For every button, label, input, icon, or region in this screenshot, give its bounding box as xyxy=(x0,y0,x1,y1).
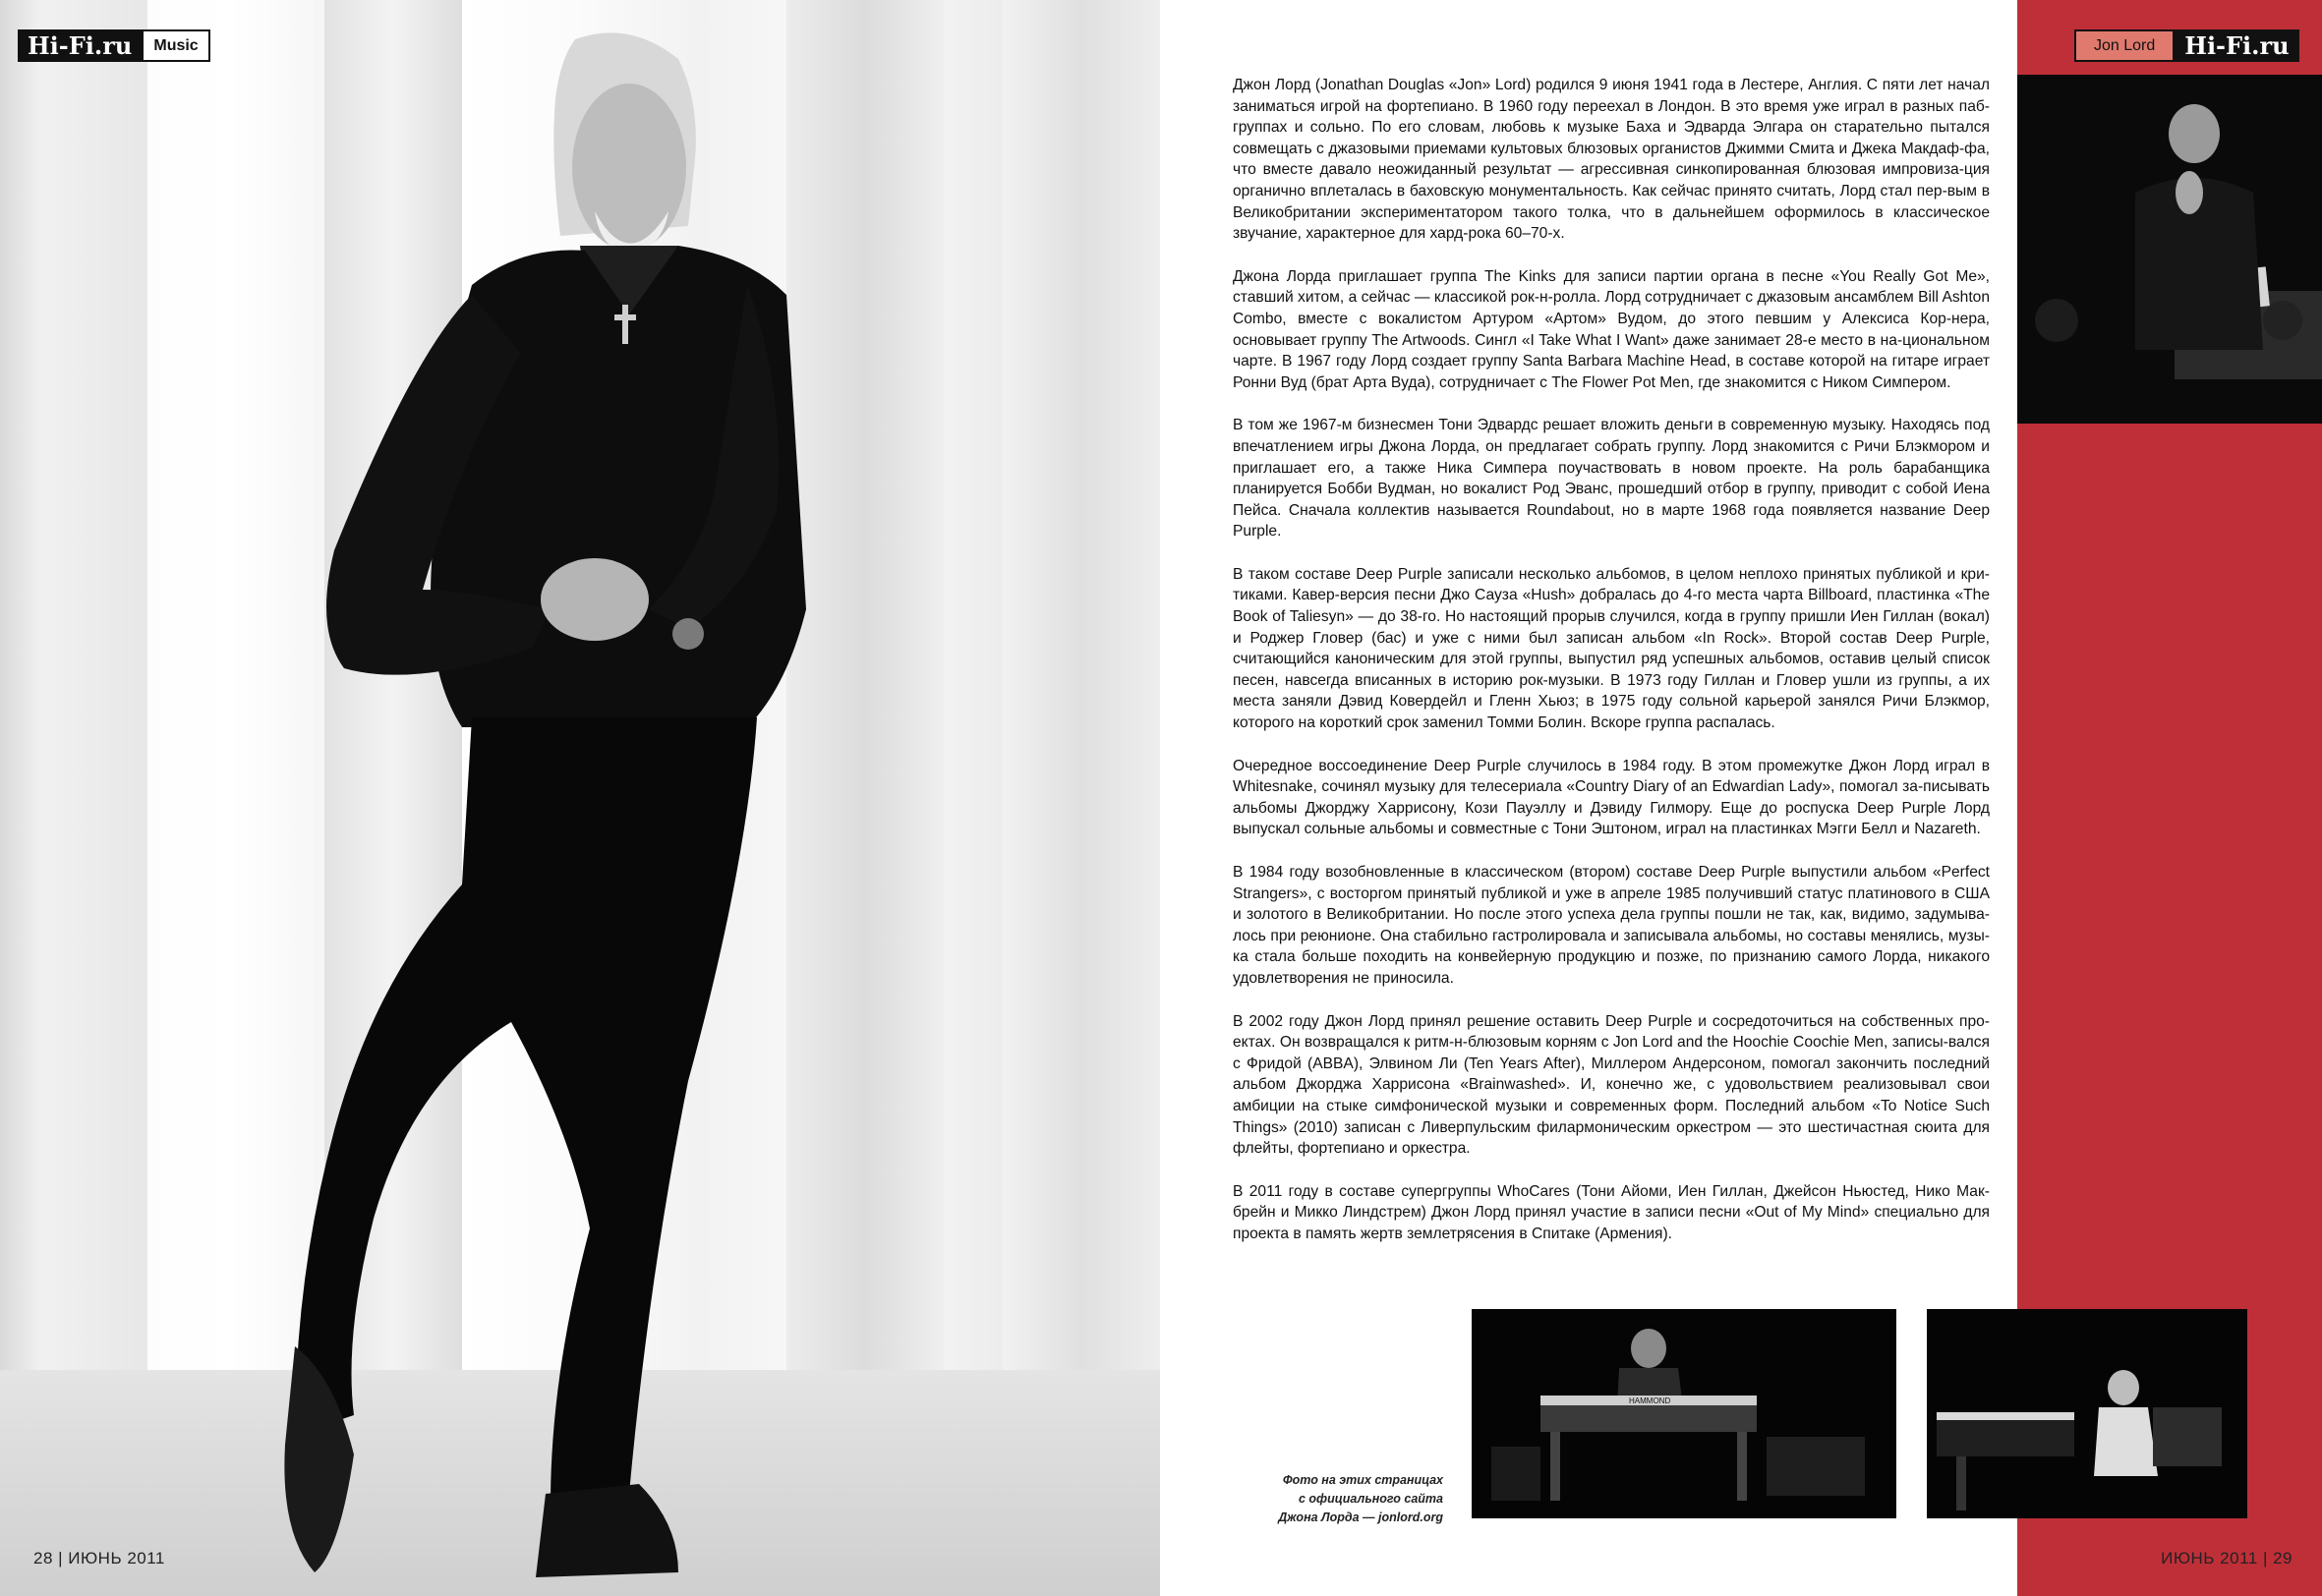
portrait-figure xyxy=(0,0,1160,1596)
masthead-left xyxy=(18,29,210,62)
face xyxy=(572,84,686,251)
trousers xyxy=(295,717,757,1504)
watch xyxy=(672,618,704,650)
article-paragraph: В таком составе Deep Purple записали несколько альбомов, в целом неплохо принятых публикой и кри-тиками. Кавер-версия песни Джо Сауза «Hush» добралась до 4-го места чарта Billboard, пластинка «The Book of Taliesyn» — до 38-го. Но настоящий прорыв случился, когда в группу пришли Иен Гиллан (вокал) и Роджер Гловер (бас) и уже с ними был записан альбом «In Rock». Второй состав Deep Purple, считающийся каноническим для этой группы, выпустил ряд успешных альбомов, оставив целый список песен, навсегда вписанных в историю рок-музыки. В 1973 году Гиллан и Гловер ушли из группы, а их места заняли Дэвид Ковердейл и Гленн Хьюз; в 1975 году сольной карьерой занялся Ричи Блэкмор, которого на короткий срок заменил Томми Болин. Вскоре группа распалась. xyxy=(1233,565,1990,732)
site-logo[interactable]: Hi-Fi.ru xyxy=(18,29,142,62)
caption-line: Джона Лорда — jonlord.org xyxy=(1278,1510,1443,1524)
organ-brand-label: HAMMOND xyxy=(1629,1396,1671,1405)
page-folio-right: ИЮНЬ 2011 | 29 xyxy=(2161,1549,2293,1568)
cross-pendant xyxy=(622,305,628,344)
article-paragraph: В 2011 году в составе супергруппы WhoCares (Тони Айоми, Иен Гиллан, Джейсон Ньюстед, Нико Мак-брейн и Микко Линдстрем) Джон Лорд принял участие в записи песни «Out of My Mind» специально для проекта в память жертв землетрясения в Спитаке (Армения). xyxy=(1233,1182,1990,1242)
site-logo[interactable]: Hi-Fi.ru xyxy=(2175,29,2298,62)
section-tag: Music xyxy=(142,29,209,62)
article-paragraph: В 1984 году возобновленные в классическом (втором) составе Deep Purple выпустили альбом «Perfect Strangers», с восторгом принятый публикой и уже в апреле 1985 получивший статус платинового в США и золотого в Великобритании. Но после этого успеха дела группы пошли не так, как, видимо, задумыва-лось при реюнионе. Она стабильно гастролировала и записывала альбомы, но составы менялись, музы-ка стала больше походить на конвейерную продукцию и позже, по признанию самого Лорда, никакого удовлетворения не приносила. xyxy=(1233,864,1990,987)
section-tag: Jon Lord xyxy=(2074,29,2175,62)
caption-line: с официального сайта xyxy=(1298,1492,1443,1506)
photo-caption xyxy=(1229,1471,1443,1527)
left-page-photo xyxy=(0,0,1160,1596)
article-body xyxy=(1233,75,1990,1267)
hands xyxy=(541,558,649,641)
page-folio-left: 28 | ИЮНЬ 2011 xyxy=(33,1549,165,1568)
concert-photo-piano xyxy=(1927,1309,2247,1518)
article-paragraph: Очередное воссоединение Deep Purple случилось в 1984 году. В этом промежутке Джон Лорд играл в Whitesnake, сочинял музыку для телесериала «Country Diary of an Edwardian Lady», помогал за-писывать альбомы Джорджу Харрисону, Кози Пауэллу и Дэвиду Гилмору. Еще до роспуска Deep Purple Лорд выпускал сольные альбомы и совместные с Тони Эштоном, играл на пластинках Мэгги Белл и Nazareth. xyxy=(1233,757,1990,838)
article-paragraph: Джона Лорда приглашает группа The Kinks для записи партии органа в песне «You Really Got Me», ставший хитом, а сейчас — классикой рок-н-ролла. Лорд сотрудничает с джазовым ансамблем Bill Ashton Combo, вместе с вокалистом Артуром «Артом» Вудом, до этого певшим у Алексиса Кор-нера, основывает группу The Artwoods. Сингл «I Take What I Want» даже занимает 28-е место в на-циональном чарте. В 1967 году Лорд создает группу Santa Barbara Machine Head, в составе которой на гитаре играет Ронни Вуд (брат Арта Вуда), сотрудничает с The Flower Pot Men, где знакомится с Ником Симпером. xyxy=(1233,267,1990,391)
right-shoe xyxy=(536,1484,678,1577)
article-paragraph: В том же 1967-м бизнесмен Тони Эдвардс решает вложить деньги в современную музыку. Находясь под впечатлением игры Джона Лорда, он предлагает собрать группу. Лорд знакомится с Ричи Блэкмором и приглашает его, а также Ника Симпера поучаствовать в новом проекте. На роль барабанщика планируется Бобби Вудман, но вокалист Род Эванс, прошедший отбор в группу, приводит с собой Иена Пейса. Сначала коллектив называется Roundabout, но в марте 1968 года появляется название Deep Purple. xyxy=(1233,417,1990,541)
concert-photo-organ xyxy=(1472,1309,1896,1518)
masthead-right xyxy=(2074,29,2299,62)
article-paragraph: В 2002 году Джон Лорд принял решение оставить Deep Purple и сосредоточиться на собственных про-ектах. Он возвращался к ритм-н-блюзовым корням с Jon Lord and the Hoochie Coochie Men, записы-вался с Фридой (ABBA), Элвином Ли (Ten Years After), Миллером Андерсоном, помогал закончить последний альбом Джорджа Харрисона «Brainwashed». И, конечно же, с удовольствием реализовывал свои амбиции на стыке симфонической музыки и современных форм. Последний альбом «To Notice Such Things» (2010) записан с Ливерпульским филармоническим оркестром — это шестичастная сюита для флейты, фортепиано и оркестра. xyxy=(1233,1012,1990,1158)
caption-line: Фото на этих страницах xyxy=(1282,1473,1443,1487)
clapping-photo xyxy=(2017,75,2322,424)
article-paragraph: Джон Лорд (Jonathan Douglas «Jon» Lord) родился 9 июня 1941 года в Лестере, Англия. С пяти лет начал заниматься игрой на фортепиано. В 1960 году переехал в Лондон. В это время уже играл в разных паб-группах и сольно. По его словам, любовь к музыке Баха и Эдварда Элгара он старательно пытался совмещать с джазовыми приемами культовых блюзовых органистов Джимми Смита и Джека Макдаф-фа, что вместе давало неожиданный результат — агрессивная синкопированная блюзовая импровиза-ция органично вплеталась в баховскую монументальность. Как сейчас принято считать, Лорд стал пер-вым в Великобритании экспериментатором такого толка, что в дальнейшем оформилось в классическое звучание, характерное для хард-рока 60–70-х. xyxy=(1233,77,1990,243)
